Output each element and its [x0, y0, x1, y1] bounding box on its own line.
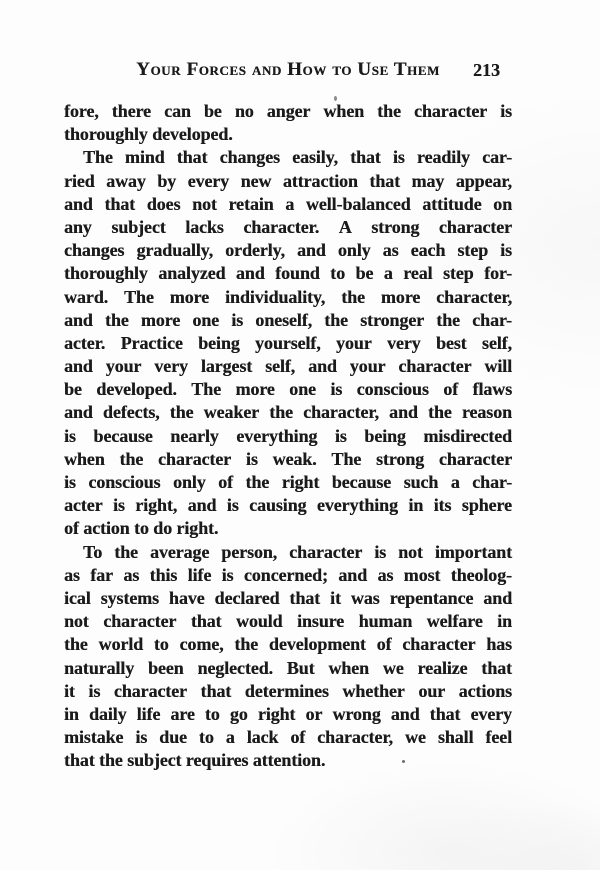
text-line: ried away by every new attraction that may appear, [64, 170, 512, 191]
text-line: thoroughly developed. [64, 124, 233, 145]
text-line: thoroughly analyzed and found to be a real step for- [64, 263, 512, 284]
text-line: naturally been neglected. But when we realize that [64, 657, 512, 678]
page-number: 213 [473, 60, 500, 80]
text-line: To the average person, character is not important [83, 541, 512, 562]
text-line: any subject lacks character. A strong character [64, 216, 512, 237]
text-line: changes gradually, orderly, and only as each step is [64, 240, 512, 261]
text-line: not character that would insure human welfare in [64, 611, 512, 632]
text-line: the world to come, the development of character has [64, 634, 512, 655]
text-line: when the character is weak. The strong character [64, 448, 512, 469]
text-line: acter is right, and is causing everything in its sphere [64, 495, 512, 516]
text-line: and your very largest self, and your character will [64, 356, 512, 377]
text-line: mistake is due to a lack of character, we shall feel [64, 727, 512, 748]
text-line: fore, there can be no anger when the character is [64, 101, 512, 121]
page-header [64, 58, 512, 82]
text-line: and defects, the weaker the character, and the reason [64, 402, 512, 423]
running-title: Your Forces and How to Use Them [136, 59, 440, 80]
text-line: is because nearly everything is being misdirected [64, 425, 512, 446]
text-line: that the subject requires attention. [64, 750, 326, 771]
text-block [64, 100, 512, 772]
text-line: ical systems have declared that it was repentance and [64, 587, 512, 608]
text-line: of action to do right. [64, 518, 219, 539]
text-line: it is character that determines whether our actions [64, 680, 512, 701]
scan-speck [402, 760, 405, 763]
text-line: and that does not retain a well-balanced attitude on [64, 193, 512, 214]
text-line: is conscious only of the right because such a char- [64, 472, 512, 492]
text-line: in daily life are to go right or wrong and that every [64, 703, 512, 724]
text-line: be developed. The more one is conscious of flaws [64, 379, 512, 400]
text-line: acter. Practice being yourself, your very best self, [64, 332, 512, 353]
text-line: ward. The more individuality, the more character, [64, 286, 512, 307]
text-line: and the more one is oneself, the stronger the char- [64, 309, 512, 330]
scan-speck [334, 96, 337, 101]
text-line: as far as this life is concerned; and as most theolog- [64, 564, 512, 585]
text-line: The mind that changes easily, that is readily car- [83, 147, 512, 168]
